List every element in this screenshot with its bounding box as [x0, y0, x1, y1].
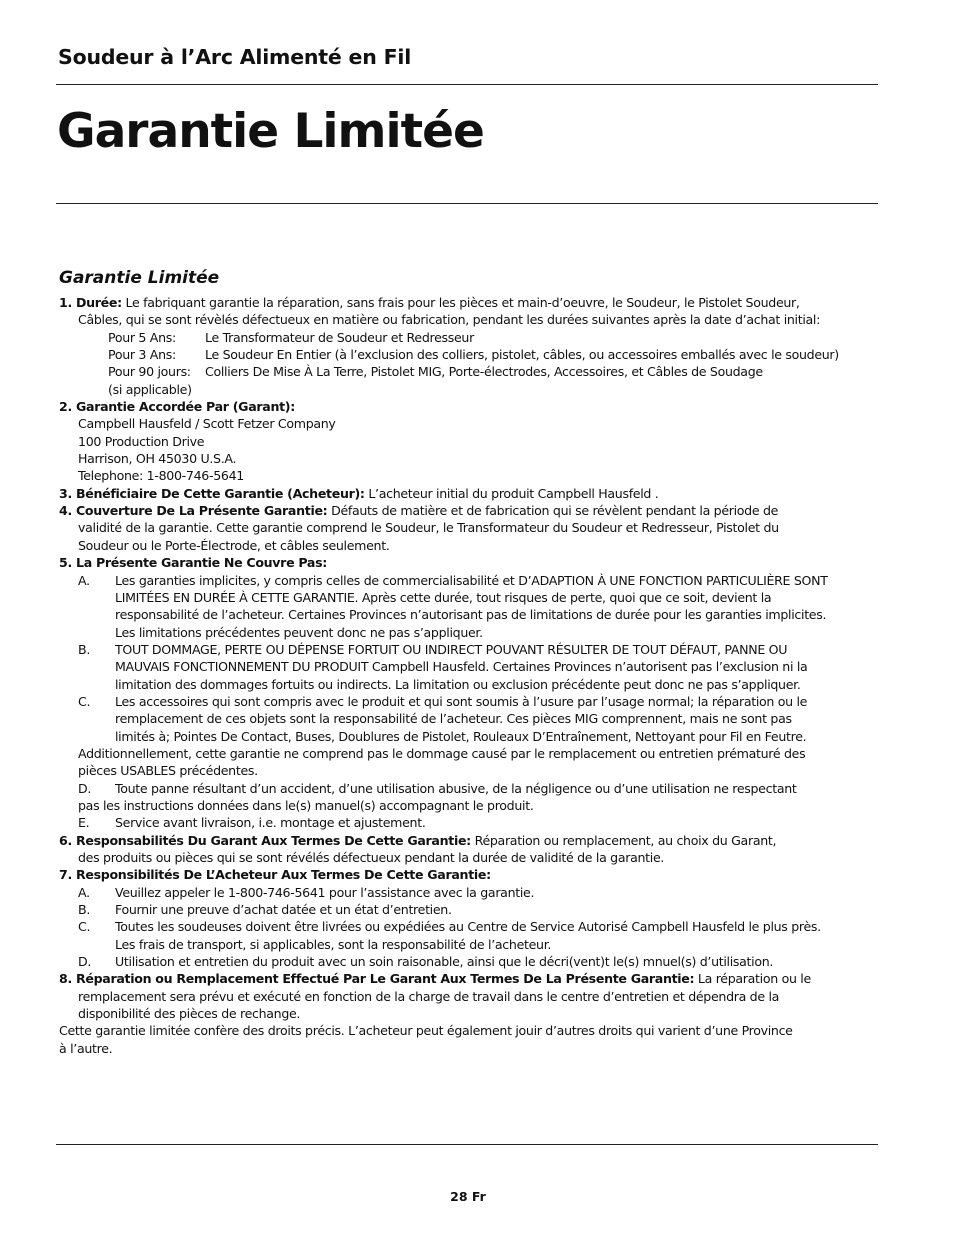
- item-label: Réparation ou Remplacement Effectué Par Le Garant Aux Termes De La Présente Garantie:: [76, 971, 695, 987]
- item-letter: D.: [78, 780, 92, 796]
- item-text-line: remplacement sera prévu et exécuté en fonction de la charge de travail dans le centre d’entretien et dépendra de la: [78, 988, 780, 1004]
- item-text-line: Soudeur ou le Porte-Électrode, et câbles seulement.: [78, 537, 390, 553]
- item-text-line: pas les instructions données dans le(s) manuel(s) accompagnant le produit.: [78, 797, 534, 813]
- period-label: Pour 5 Ans:: [108, 329, 176, 345]
- exclusion-a: [59, 572, 889, 641]
- item-text-line: Les accessoires qui sont compris avec le produit et qui sont soumis à l’usure par l’usage normal; la réparation ou le: [115, 693, 808, 709]
- item-label: Garantie Accordée Par (Garant):: [76, 399, 295, 415]
- item-letter: C.: [78, 693, 91, 709]
- responsibility-a: [59, 884, 889, 901]
- warranty-item-2: [59, 398, 889, 415]
- item-label: La Présente Garantie Ne Couvre Pas:: [76, 555, 328, 571]
- exclusion-e: [59, 814, 889, 831]
- responsibility-b: [59, 901, 889, 918]
- period-row: [59, 329, 889, 346]
- item-label: Couverture De La Présente Garantie:: [76, 503, 328, 519]
- item-number: 1.: [59, 295, 72, 310]
- warranty-body: [59, 294, 889, 1057]
- item-text-line: responsabilité de l’acheteur. Certaines Provinces n’autorisant pas de limitations de durée pour les garanties implicites.: [115, 607, 827, 623]
- responsibility-c: [59, 918, 889, 953]
- item-letter: B.: [78, 902, 91, 918]
- item-number: 2.: [59, 399, 72, 415]
- item-text-line: Les limitations précédentes peuvent donc ne pas s’appliquer.: [115, 624, 483, 640]
- item-text-line: Câbles, qui se sont révèlés défectueux en matière ou fabrication, pendant les durées suivantes après la date d’achat initial:: [78, 312, 821, 328]
- period-text: Colliers De Mise À La Terre, Pistolet MIG, Porte-électrodes, Accessoires, et Câbles de Soudage: [205, 364, 763, 380]
- page-title: Garantie Limitée: [57, 104, 484, 159]
- header-divider: [56, 84, 878, 85]
- phone-line: Telephone: 1-800-746-5641: [78, 468, 244, 484]
- item-letter: C.: [78, 919, 91, 935]
- address-line: 100 Production Drive: [78, 433, 205, 449]
- footer-divider: [56, 1144, 878, 1145]
- address-line: Campbell Hausfeld / Scott Fetzer Company: [78, 416, 336, 432]
- warranty-item-7: [59, 866, 889, 883]
- closing-text-line: Cette garantie limitée confère des droits précis. L’acheteur peut également jouir d’autres droits qui varient d’une Province: [59, 1023, 793, 1039]
- item-text-line: Service avant livraison, i.e. montage et ajustement.: [115, 815, 426, 831]
- responsibility-d: [59, 953, 889, 970]
- item-text-line: Les garanties implicites, y compris celles de commercialisabilité et D’ADAPTION À UNE FONCTION PARTICULIÈRE SONT: [115, 572, 828, 588]
- item-letter: B.: [78, 641, 91, 657]
- item-text: L’acheteur initial du produit Campbell Hausfeld .: [364, 485, 659, 501]
- item-number: 8.: [59, 971, 72, 987]
- period-text: Le Transformateur de Soudeur et Redresseur: [205, 329, 474, 345]
- item-text-line: MAUVAIS FONCTIONNEMENT DU PRODUIT Campbell Hausfeld. Certaines Provinces n’autorisent pas l’exclusion ni la: [115, 659, 808, 675]
- warranty-item-4: [59, 502, 889, 519]
- section-title: Garantie Limitée: [59, 268, 220, 288]
- period-row: [59, 346, 889, 363]
- document-header-title: Soudeur à l’Arc Alimenté en Fil: [58, 45, 412, 69]
- item-letter: A.: [78, 572, 90, 588]
- page-number: 28 Fr: [450, 1189, 486, 1204]
- item-text-line: Additionnellement, cette garantie ne comprend pas le dommage causé par le remplacement ou entretien prématuré des: [78, 745, 806, 761]
- period-label: Pour 3 Ans:: [108, 347, 176, 363]
- item-text: Le fabriquant garantie la réparation, sans frais pour les pièces et main-d’oeuvre, le Soudeur, le Pistolet Soudeur,: [121, 295, 800, 310]
- item-text-line: LIMITÉES EN DURÉE À CETTE GARANTIE. Après cette durée, tout risques de perte, quoi que ce soit, devient la: [115, 589, 772, 605]
- item-number: 5.: [59, 555, 72, 571]
- exclusion-b: [59, 641, 889, 693]
- warranty-item-1: [59, 294, 889, 311]
- item-number: 3.: [59, 485, 72, 501]
- item-text: Réparation ou remplacement, au choix du Garant,: [470, 832, 777, 848]
- item-text-line: pièces USABLES précédentes.: [78, 763, 258, 779]
- item-text-line: Toutes les soudeuses doivent être livrées ou expédiées au Centre de Service Autorisé Campbell Hausfeld le plus près.: [115, 919, 821, 935]
- item-label: Responsibilités De L’Acheteur Aux Termes De Cette Garantie:: [76, 867, 491, 883]
- item-text-line: Veuillez appeler le 1-800-746-5641 pour l’assistance avec la garantie.: [115, 884, 535, 900]
- item-text-line: limitation des dommages fortuits ou indirects. La limitation ou exclusion précédente peut donc ne pas s’appliquer.: [115, 676, 801, 692]
- item-letter: A.: [78, 884, 90, 900]
- warranty-item-3: [59, 485, 889, 502]
- address-line: Harrison, OH 45030 U.S.A.: [78, 451, 237, 467]
- item-text: La réparation ou le: [694, 971, 811, 987]
- item-letter: D.: [78, 954, 92, 970]
- item-text: Défauts de matière et de fabrication qui se révèlent pendant la période de: [327, 503, 779, 519]
- item-letter: E.: [78, 815, 90, 831]
- period-row: [59, 363, 889, 380]
- title-divider: [56, 203, 878, 204]
- exclusion-d: [59, 780, 889, 797]
- period-text: Le Soudeur En Entier (à l’exclusion des colliers, pistolet, câbles, ou accessoires emballés avec le soudeur): [205, 347, 839, 363]
- period-label: Pour 90 jours:: [108, 364, 191, 380]
- item-label: Bénéficiaire De Cette Garantie (Acheteur):: [76, 485, 365, 501]
- item-text-line: remplacement de ces objets sont la responsabilité de l’acheteur. Ces pièces MIG comprennent, mais ne sont pas: [115, 711, 792, 727]
- item-text-line: Toute panne résultant d’un accident, d’une utilisation abusive, de la négligence ou d’une utilisation ne respectant: [115, 780, 797, 796]
- item-text-line: Utilisation et entretien du produit avec un soin raisonable, ainsi que le décri(vent)t le(s) mnuel(s) d’utilisation.: [115, 954, 774, 970]
- item-number: 6.: [59, 832, 72, 848]
- warranty-item-5: [59, 554, 889, 571]
- item-text-line: Fournir une preuve d’achat datée et un état d’entretien.: [115, 902, 452, 918]
- item-text-line: validité de la garantie. Cette garantie comprend le Soudeur, le Transformateur du Soudeur et Redresseur, Pistolet du: [78, 520, 779, 536]
- item-text-line: disponibilité des pièces de rechange.: [78, 1006, 301, 1022]
- item-text-line: TOUT DOMMAGE, PERTE OU DÉPENSE FORTUIT OU INDIRECT POUVANT RÉSULTER DE TOUT DÉFAUT, PANNE OU: [115, 641, 788, 657]
- item-text-line: des produits ou pièces qui se sont révélés défectueux pendant la durée de validité de la garantie.: [78, 850, 665, 865]
- item-label: Durée:: [76, 295, 122, 310]
- closing-text-line: à l’autre.: [59, 1040, 113, 1056]
- period-note: (si applicable): [108, 381, 192, 397]
- warranty-item-6: [59, 832, 889, 849]
- item-number: 4.: [59, 503, 72, 519]
- item-label: Responsabilités Du Garant Aux Termes De Cette Garantie:: [76, 832, 471, 848]
- item-number: 7.: [59, 867, 72, 883]
- item-text-line: Les frais de transport, si applicables, sont la responsabilité de l’acheteur.: [115, 936, 552, 952]
- item-text-line: limités à; Pointes De Contact, Buses, Doublures de Pistolet, Rouleaux D’Entraînement, Nettoyant pour Fil en Feutre.: [115, 728, 807, 744]
- warranty-item-8: [59, 970, 889, 987]
- exclusion-c: [59, 693, 889, 745]
